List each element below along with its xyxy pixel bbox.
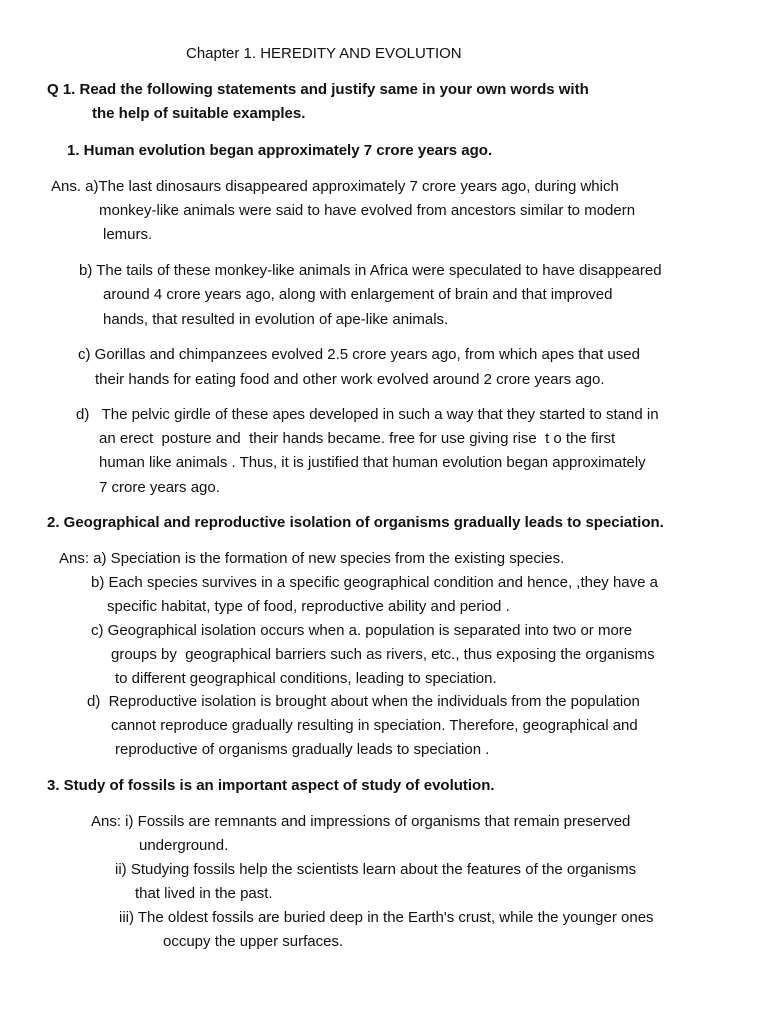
answer-2c-line: to different geographical conditions, leading to speciation. — [115, 670, 497, 687]
answer-1c-line: their hands for eating food and other work evolved around 2 crore years ago. — [95, 371, 605, 388]
answer-3i-line: underground. — [139, 837, 229, 854]
answer-1b-line: b) The tails of these monkey-like animals in Africa were speculated to have disappeared — [79, 262, 662, 279]
answer-3ii-line: ii) Studying fossils help the scientists learn about the features of the organisms — [115, 861, 637, 878]
answer-2c-line: c) Geographical isolation occurs when a. population is separated into two or more — [91, 622, 633, 639]
answer-2c-line: groups by geographical barriers such as rivers, etc., thus exposing the organisms — [111, 646, 655, 663]
question-line-1: Q 1. Read the following statements and justify same in your own words with — [47, 81, 589, 98]
answer-1a-line: lemurs. — [103, 226, 153, 243]
chapter-title: Chapter 1. HEREDITY AND EVOLUTION — [186, 45, 462, 62]
answer-3iii-line: occupy the upper surfaces. — [163, 933, 344, 950]
answer-3ii-line: that lived in the past. — [135, 885, 273, 902]
statement-1-heading: 1. Human evolution began approximately 7 crore years ago. — [67, 142, 493, 159]
statement-2-heading: 2. Geographical and reproductive isolation of organisms gradually leads to speciation. — [47, 514, 664, 531]
question-line-2: the help of suitable examples. — [92, 105, 306, 122]
statement-3-heading: 3. Study of fossils is an important aspect of study of evolution. — [47, 777, 495, 794]
answer-2a-line: Ans: a) Speciation is the formation of new species from the existing species. — [59, 550, 565, 567]
answer-3i-line: Ans: i) Fossils are remnants and impressions of organisms that remain preserved — [91, 813, 631, 830]
answer-1a-line: Ans. a)The last dinosaurs disappeared approximately 7 crore years ago, during which — [51, 178, 619, 195]
answer-1a-line: monkey-like animals were said to have evolved from ancestors similar to modern — [99, 202, 636, 219]
answer-2d-line: reproductive of organisms gradually leads to speciation . — [115, 741, 490, 758]
answer-2b-line: b) Each species survives in a specific geographical condition and hence, ,they have a — [91, 574, 659, 591]
answer-1d-line: 7 crore years ago. — [99, 479, 220, 496]
answer-1b-line: around 4 crore years ago, along with enlargement of brain and that improved — [103, 286, 613, 303]
answer-1b-line: hands, that resulted in evolution of ape-like animals. — [103, 311, 449, 328]
answer-1d-line: d) The pelvic girdle of these apes developed in such a way that they started to stand in — [76, 406, 659, 423]
answer-2d-line: cannot reproduce gradually resulting in speciation. Therefore, geographical and — [111, 717, 638, 734]
answer-1d-line: human like animals . Thus, it is justified that human evolution began approximately — [99, 454, 646, 471]
answer-2d-line: d) Reproductive isolation is brought about when the individuals from the population — [87, 693, 640, 710]
answer-1d-line: an erect posture and their hands became. free for use giving rise t o the first — [99, 430, 616, 447]
answer-2b-line: specific habitat, type of food, reproductive ability and period . — [107, 598, 510, 615]
answer-1c-line: c) Gorillas and chimpanzees evolved 2.5 crore years ago, from which apes that used — [78, 346, 640, 363]
answer-3iii-line: iii) The oldest fossils are buried deep in the Earth's crust, while the younger ones — [119, 909, 654, 926]
